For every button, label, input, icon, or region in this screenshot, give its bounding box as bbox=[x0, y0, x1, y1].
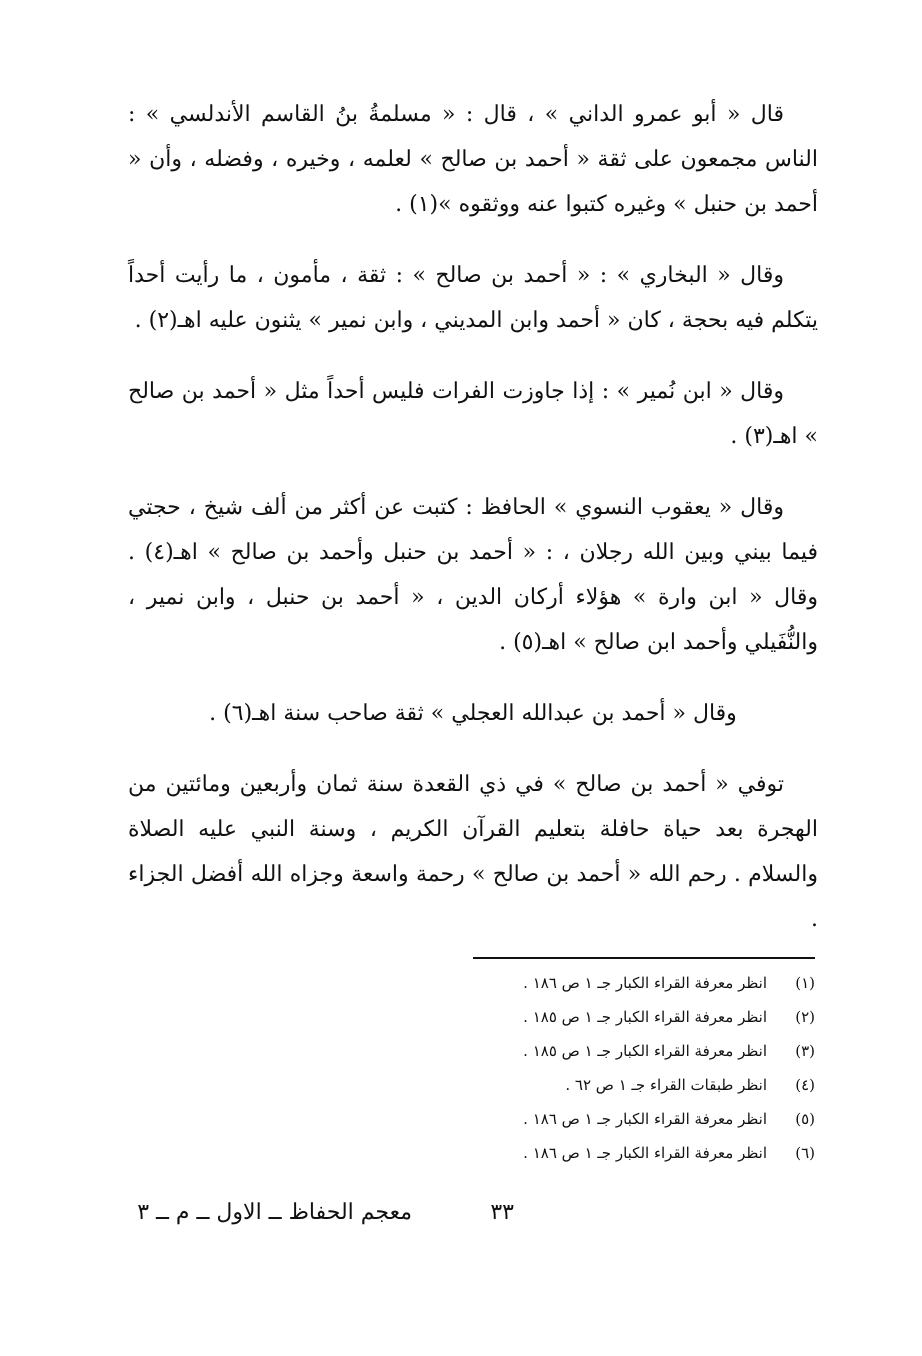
running-title: معجم الحفاظ ــ الاول ــ م ــ ٣ bbox=[137, 1200, 412, 1225]
page-number: ٣٣ bbox=[490, 1200, 514, 1225]
footnote-item bbox=[470, 1068, 815, 1102]
footnote-number: (٣) bbox=[795, 1042, 815, 1060]
paragraph-ijli: وقال « أحمد بن عبدالله العجلي » ثقة صاحب سنة اهـ(٦) . bbox=[209, 701, 737, 726]
footnote-number: (٢) bbox=[795, 1008, 815, 1026]
footnote-text: انظر معرفة القراء الكبار جـ ١ ص ١٨٥ . bbox=[523, 1008, 767, 1026]
paragraph-ibn-numayr: وقال « ابن نُمير » : إذا جاوزت الفرات فليس أحداً مثل « أحمد بن صالح » اهـ(٣) . bbox=[128, 379, 818, 449]
page-footer bbox=[0, 1200, 922, 1236]
footnote-item bbox=[470, 1102, 815, 1136]
footnote-number: (١) bbox=[795, 974, 815, 992]
footnote-text: انظر معرفة القراء الكبار جـ ١ ص ١٨٥ . bbox=[523, 1042, 767, 1060]
footnotes bbox=[470, 966, 815, 1170]
paragraph-death: توفي « أحمد بن صالح » في ذي القعدة سنة ثمان وأربعين ومائتين من الهجرة بعد حياة حافلة بتعليم القرآن الكريم ، وسنة النبي عليه الصلاة والسلام . رحم الله « أحمد بن صالح » رحمة واسعة وجزاه الله أفضل الجزاء . bbox=[128, 772, 818, 932]
footnote-item bbox=[470, 1034, 815, 1068]
footnote-text: انظر معرفة القراء الكبار جـ ١ ص ١٨٦ . bbox=[523, 1144, 767, 1162]
footnote-item bbox=[470, 1136, 815, 1170]
footnote-number: (٤) bbox=[795, 1076, 815, 1094]
footnote-divider bbox=[473, 957, 815, 959]
main-text bbox=[128, 92, 818, 968]
paragraph-bukhari: وقال « البخاري » : « أحمد بن صالح » : ثقة ، مأمون ، ما رأيت أحداً يتكلم فيه بحجة ، كان « أحمد وابن المديني ، وابن نمير » يثنون عليه اهـ(٢) . bbox=[128, 263, 818, 333]
footnote-text: انظر معرفة القراء الكبار جـ ١ ص ١٨٦ . bbox=[523, 974, 767, 992]
paragraph-muslima: قال « أبو عمرو الداني » ، قال : « مسلمةُ بنُ القاسم الأندلسي » : الناس مجمعون على ثقة « أحمد بن صالح » لعلمه ، وخيره ، وفضله ، وأن « أحمد بن حنبل » وغيره كتبوا عنه ووثقوه »(١) . bbox=[128, 102, 818, 217]
footnote-number: (٦) bbox=[795, 1144, 815, 1162]
footnote-number: (٥) bbox=[795, 1110, 815, 1128]
footnote-item bbox=[470, 966, 815, 1000]
paragraph-yaqub-nasawi: وقال « يعقوب النسوي » الحافظ : كتبت عن أكثر من ألف شيخ ، حجتي فيما بيني وبين الله رجلان ، : « أحمد بن حنبل وأحمد بن صالح » اهـ(٤) . وقال « ابن وارة » هؤلاء أركان الدين ، « أحمد بن حنبل ، وابن نمير ، والنُّفَيلي وأحمد ابن صالح » اهـ(٥) . bbox=[128, 495, 818, 655]
footnote-item bbox=[470, 1000, 815, 1034]
footnote-text: انظر طبقات القراء جـ ١ ص ٦٢ . bbox=[565, 1076, 767, 1094]
footnote-text: انظر معرفة القراء الكبار جـ ١ ص ١٨٦ . bbox=[523, 1110, 767, 1128]
